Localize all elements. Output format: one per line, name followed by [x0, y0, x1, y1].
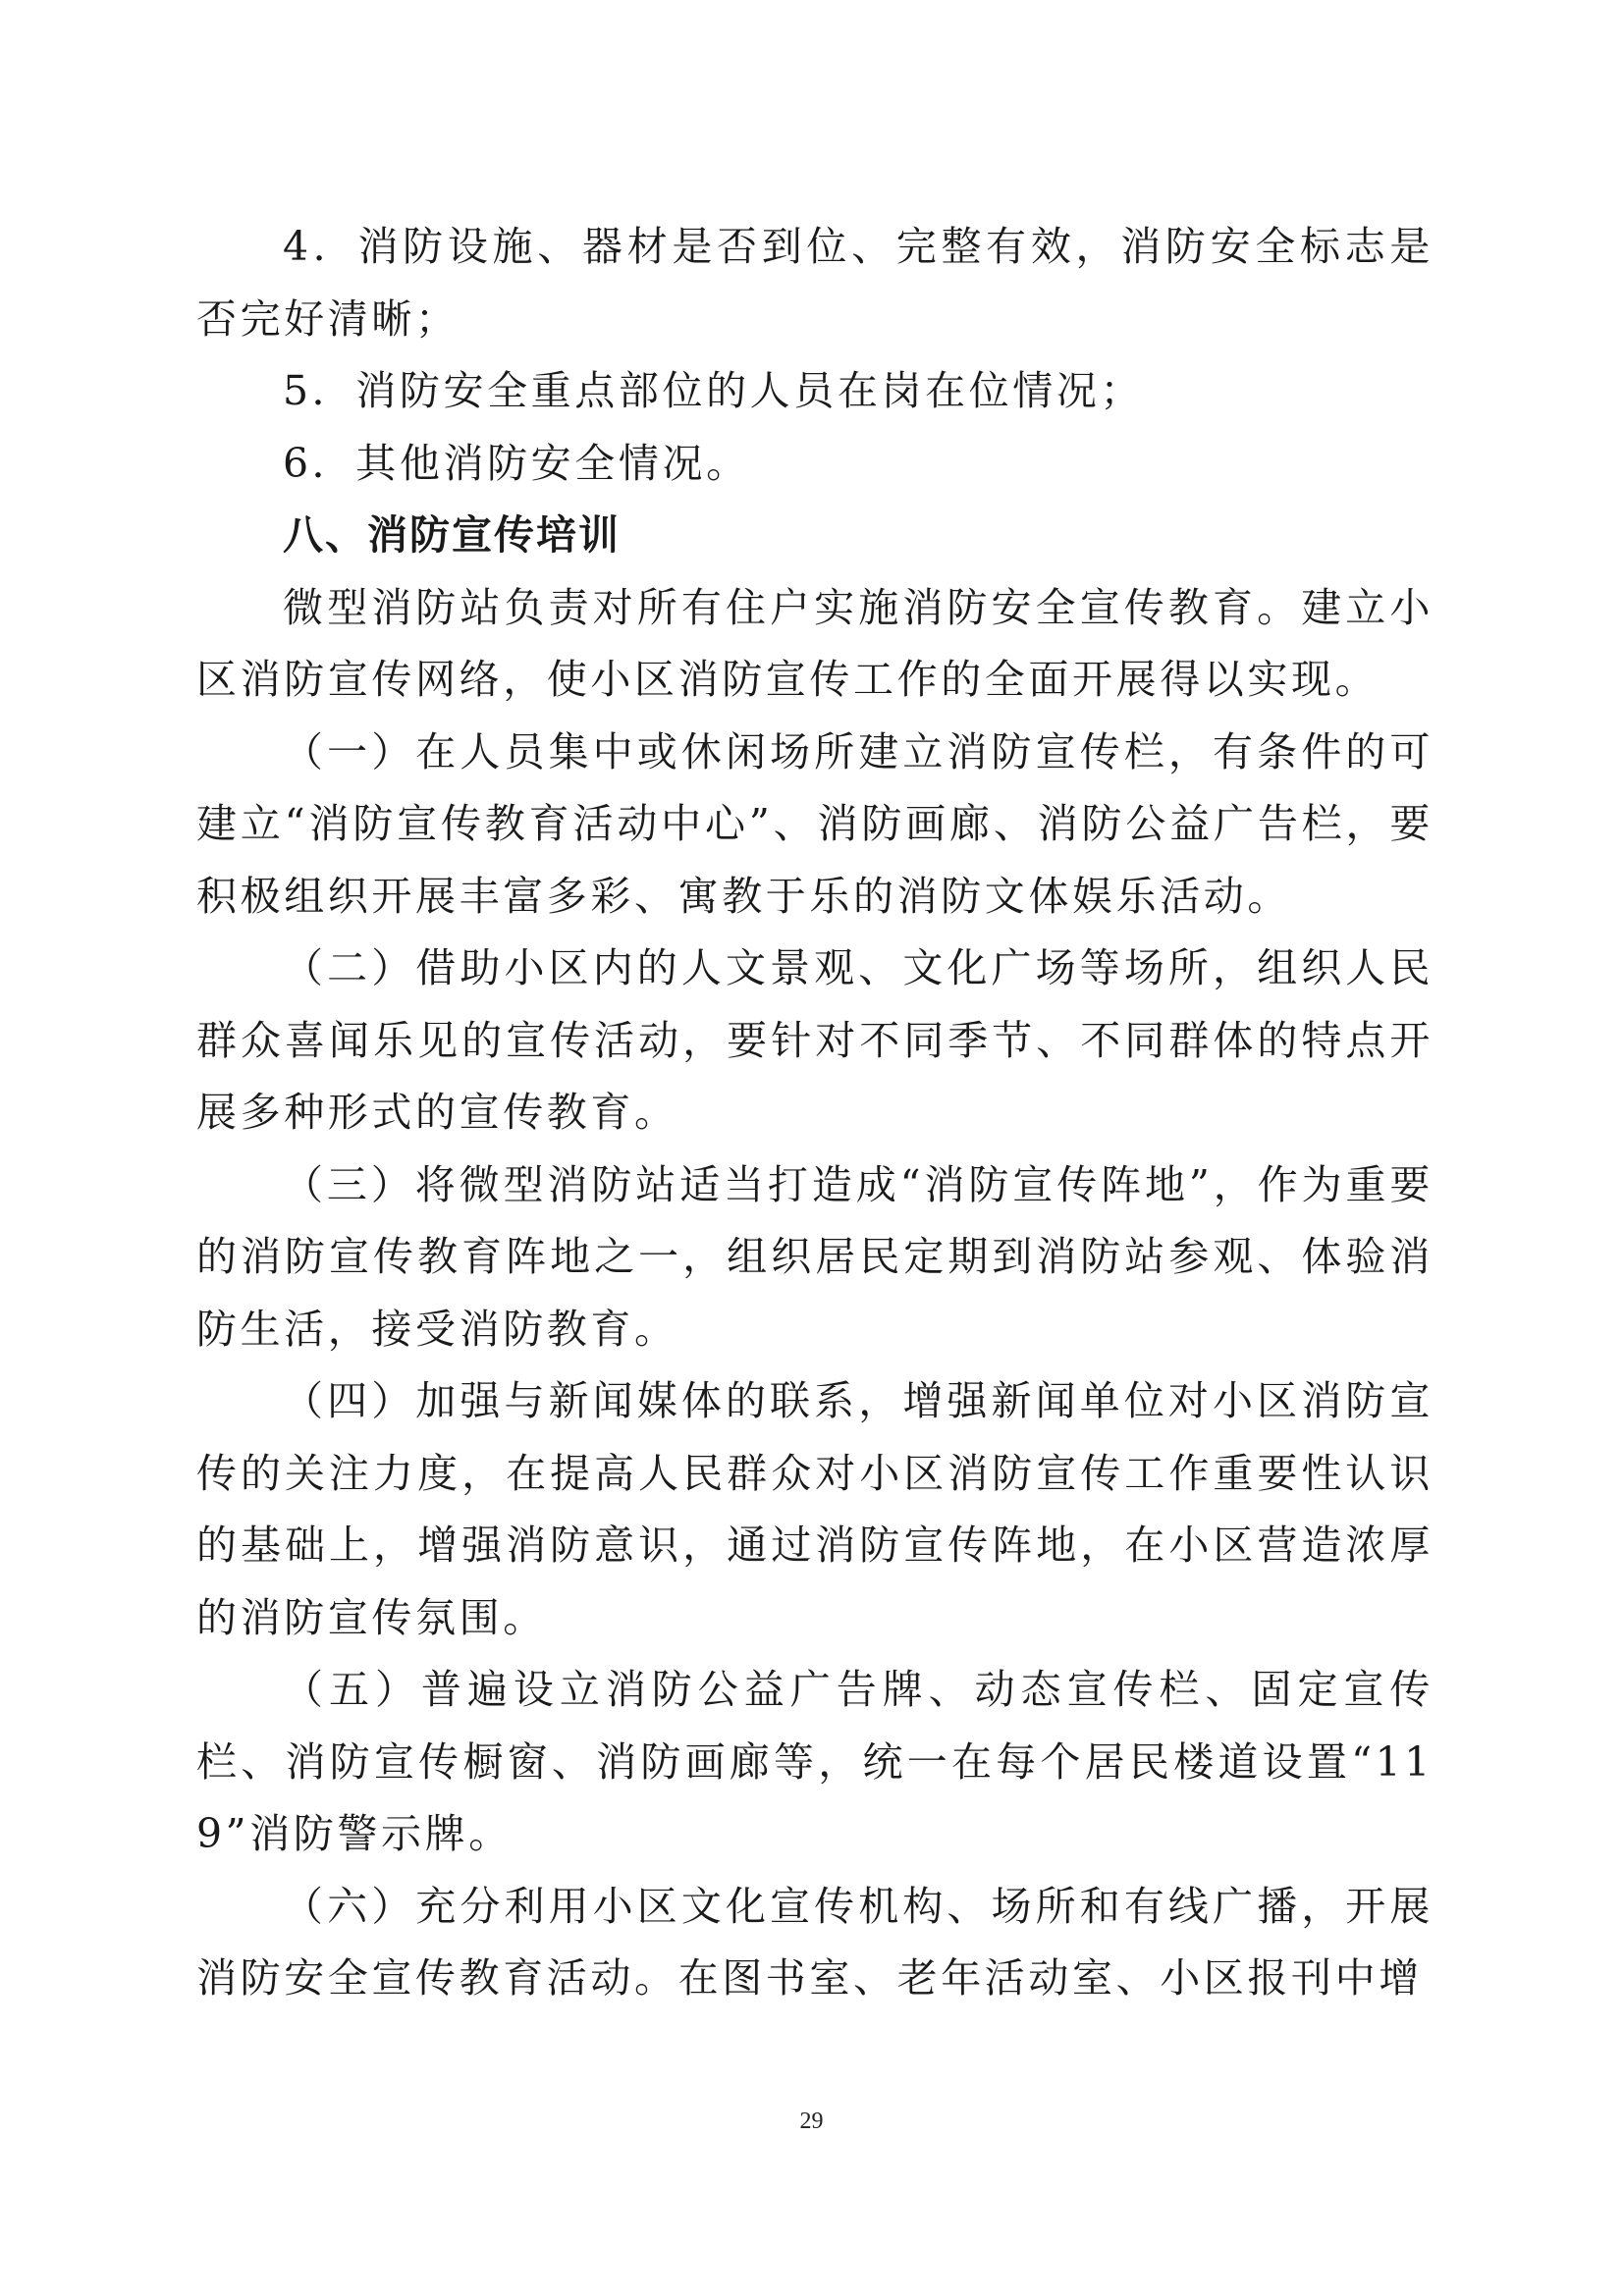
- body-paragraph-intro: 微型消防站负责对所有住户实施消防安全宣传教育。建立小区消防宣传网络，使小区消防宣传工作的全面开展得以实现。: [196, 583, 1434, 703]
- body-paragraph-5: （五）普遍设立消防公益广告牌、动态宣传栏、固定宣传栏、消防宣传橱窗、消防画廊等，统一在每个居民楼道设置“119”消防警示牌。: [196, 1666, 1434, 1857]
- body-paragraph-1: （一）在人员集中或休闲场所建立消防宣传栏，有条件的可建立“消防宣传教育活动中心”、消防画廊、消防公益广告栏，要积极组织开展丰富多彩、寓教于乐的消防文体娱乐活动。: [196, 727, 1434, 920]
- document-page: [196, 211, 1434, 2015]
- page-number: 29: [799, 2109, 824, 2134]
- list-item-4: 4．消防设施、器材是否到位、完整有效，消防安全标志是否完好清晰；: [196, 223, 1434, 343]
- body-paragraph-4: （四）加强与新闻媒体的联系，增强新闻单位对小区消防宣传的关注力度，在提高人民群众对小区消防宣传工作重要性认识的基础上，增强消防意识，通过消防宣传阵地，在小区营造浓厚的消防宣传氛围。: [196, 1377, 1434, 1641]
- body-paragraph-6: （六）充分利用小区文化宣传机构、场所和有线广播，开展消防安全宣传教育活动。在图书室、老年活动室、小区报刊中增: [196, 1882, 1434, 2002]
- section-heading: 八、消防宣传培训: [283, 511, 621, 559]
- body-paragraph-2: （二）借助小区内的人文景观、文化广场等场所，组织人民群众喜闻乐见的宣传活动，要针对不同季节、不同群体的特点开展多种形式的宣传教育。: [196, 944, 1434, 1136]
- list-item-5: 5．消防安全重点部位的人员在岗在位情况；: [283, 367, 1145, 414]
- list-item-6: 6．其他消防安全情况。: [283, 439, 750, 487]
- body-paragraph-3: （三）将微型消防站适当打造成“消防宣传阵地”，作为重要的消防宣传教育阵地之一，组织居民定期到消防站参观、体验消防生活，接受消防教育。: [196, 1160, 1434, 1353]
